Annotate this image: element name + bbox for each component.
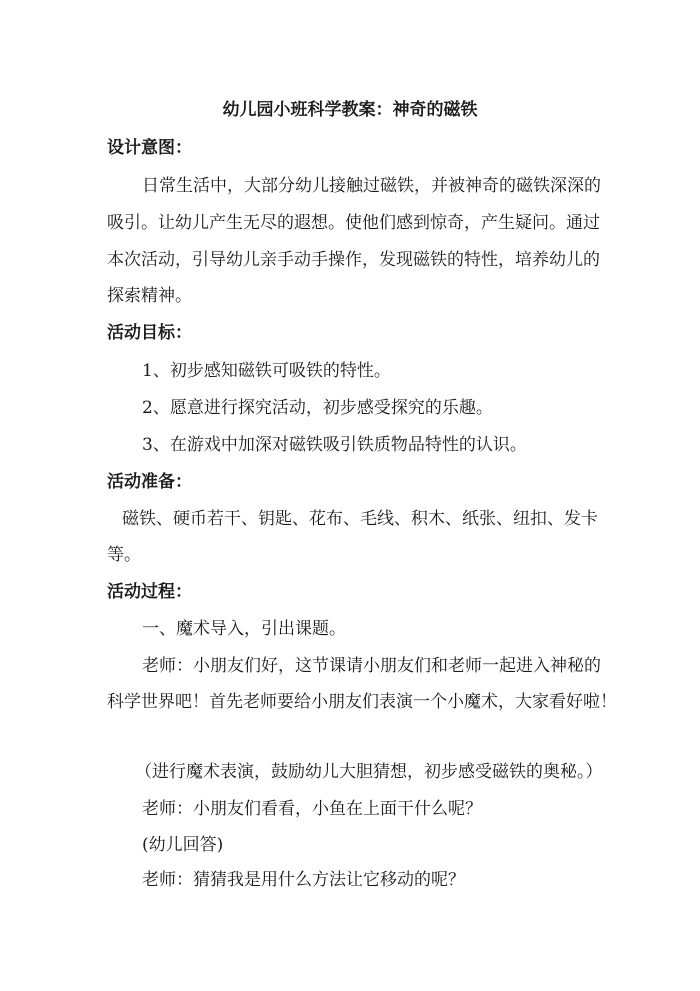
process-line: 科学世界吧！首先老师要给小朋友们表演一个小魔术，大家看好啦！: [107, 692, 617, 712]
process-line: 老师：小朋友们看看，小鱼在上面干什么呢？: [142, 799, 482, 819]
process-line: （进行魔术表演，鼓励幼儿大胆猜想，初步感受磁铁的奥秘。）: [135, 762, 603, 782]
design-paragraph-line: 吸引。让幼儿产生无尽的遐想。使他们感到惊奇，产生疑问。通过: [107, 213, 600, 233]
process-line: 一、魔术导入，引出课题。: [142, 619, 346, 639]
goal-item: 1、初步感知磁铁可吸铁的特性。: [142, 361, 391, 381]
process-line: (幼儿回答): [142, 835, 224, 855]
heading-activity-prep: 活动准备：: [107, 472, 192, 492]
prep-materials-line: 磁铁、硬币若干、钥匙、花布、毛线、积木、纸张、纽扣、发卡: [122, 509, 598, 529]
heading-activity-goals: 活动目标：: [107, 323, 192, 343]
process-line: 老师：小朋友们好，这节课请小朋友们和老师一起进入神秘的: [142, 656, 601, 676]
heading-design-intent: 设计意图：: [107, 138, 192, 158]
prep-materials-line: 等。: [107, 545, 141, 565]
design-paragraph-line: 本次活动，引导幼儿亲手动手操作，发现磁铁的特性，培养幼儿的: [107, 250, 600, 270]
goal-item: 2、愿意进行探究活动，初步感受探究的乐趣。: [142, 398, 493, 418]
heading-activity-process: 活动过程：: [107, 582, 192, 602]
document-title: 幼儿园小班科学教案：神奇的磁铁: [222, 100, 478, 120]
design-paragraph-line: 日常生活中，大部分幼儿接触过磁铁，并被神奇的磁铁深深的: [142, 176, 601, 196]
goal-item: 3、在游戏中加深对磁铁吸引铁质物品特性的认识。: [142, 435, 527, 455]
process-line: 老师：猜猜我是用什么方法让它移动的呢？: [142, 870, 465, 890]
design-paragraph-line: 探索精神。: [107, 286, 192, 306]
